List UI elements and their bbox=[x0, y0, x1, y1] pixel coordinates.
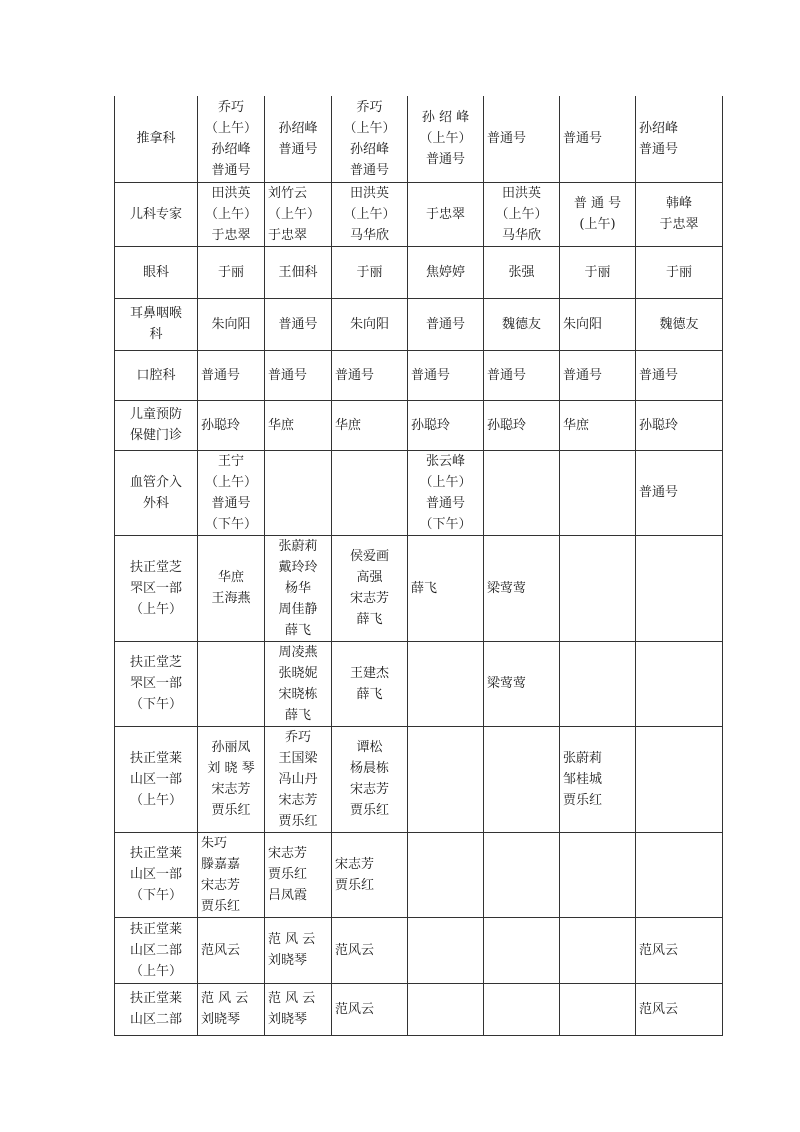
doctor-entry: 普通号 bbox=[278, 141, 318, 157]
doctor-entry: （上午） bbox=[419, 131, 472, 147]
schedule-cell bbox=[265, 350, 332, 400]
schedule-cell bbox=[408, 182, 484, 246]
doctor-entry: 范风云 bbox=[639, 942, 679, 958]
schedule-cell bbox=[198, 96, 265, 182]
doctor-entry: 刘竹云 bbox=[268, 185, 308, 201]
department-cell bbox=[115, 535, 198, 641]
schedule-cell bbox=[408, 832, 484, 917]
schedule-cell bbox=[560, 298, 636, 350]
schedule-cell bbox=[484, 350, 560, 400]
doctor-entry: 乔巧 bbox=[356, 99, 383, 115]
table-row bbox=[115, 450, 723, 535]
table-row bbox=[115, 983, 723, 1035]
doctor-entry: 于忠翠 bbox=[425, 206, 465, 222]
doctor-entry: 戴玲玲 bbox=[278, 559, 318, 575]
schedule-cell bbox=[560, 832, 636, 917]
schedule-cell bbox=[636, 726, 723, 832]
department-label: 山区二部 bbox=[129, 942, 182, 958]
doctor-entry: 焦婷婷 bbox=[425, 264, 465, 280]
schedule-cell bbox=[408, 400, 484, 450]
department-label: （下午） bbox=[129, 697, 182, 712]
schedule-cell bbox=[560, 450, 636, 535]
schedule-cell bbox=[332, 182, 408, 246]
doctor-entry: 贾乐红 bbox=[563, 792, 603, 808]
doctor-entry: 田洪英 bbox=[349, 185, 389, 201]
schedule-cell bbox=[560, 350, 636, 400]
schedule-cell bbox=[636, 246, 723, 298]
schedule-cell bbox=[636, 983, 723, 1035]
doctor-entry: 王建杰 bbox=[349, 665, 389, 681]
doctor-entry: 邹桂城 bbox=[563, 771, 603, 787]
doctor-entry: 薛飞 bbox=[284, 622, 311, 638]
schedule-cell bbox=[198, 400, 265, 450]
schedule-cell bbox=[560, 726, 636, 832]
doctor-entry: 孙 绍 峰 bbox=[421, 110, 470, 126]
doctor-entry: 普通号 bbox=[639, 367, 679, 383]
doctor-entry: 薛飞 bbox=[356, 612, 383, 627]
schedule-cell bbox=[408, 298, 484, 350]
department-label: 耳鼻咽喉 bbox=[129, 306, 182, 321]
doctor-entry: 华庶 bbox=[268, 417, 295, 433]
doctor-entry: 普 通 号 bbox=[573, 196, 622, 211]
schedule-cell bbox=[332, 400, 408, 450]
schedule-cell bbox=[332, 641, 408, 726]
schedule-cell bbox=[408, 917, 484, 983]
table-row bbox=[115, 350, 723, 400]
doctor-entry: 普通号 bbox=[639, 141, 679, 157]
doctor-entry: 滕嘉嘉 bbox=[201, 856, 241, 872]
schedule-cell bbox=[560, 96, 636, 182]
doctor-entry: 刘晓琴 bbox=[268, 953, 308, 968]
schedule-cell bbox=[408, 96, 484, 182]
schedule-cell bbox=[636, 96, 723, 182]
department-cell bbox=[115, 983, 198, 1035]
doctor-entry: 王佃科 bbox=[278, 264, 318, 280]
doctor-entry: （上午） bbox=[495, 206, 548, 222]
schedule-cell bbox=[198, 726, 265, 832]
schedule-cell bbox=[332, 298, 408, 350]
schedule-cell bbox=[265, 182, 332, 246]
doctor-entry: （上午） bbox=[204, 206, 257, 222]
doctor-entry: 普通号 bbox=[425, 152, 465, 168]
schedule-cell bbox=[484, 983, 560, 1035]
department-cell bbox=[115, 400, 198, 450]
doctor-entry: 梁莺莺 bbox=[487, 676, 527, 691]
doctor-entry: 孙绍峰 bbox=[639, 120, 679, 136]
department-cell bbox=[115, 246, 198, 298]
department-cell bbox=[115, 917, 198, 983]
table-row bbox=[115, 917, 723, 983]
doctor-entry: 张云峰 bbox=[425, 453, 465, 469]
table-row bbox=[115, 535, 723, 641]
schedule-cell bbox=[198, 917, 265, 983]
schedule-cell bbox=[408, 535, 484, 641]
doctor-entry: 于丽 bbox=[584, 264, 611, 280]
schedule-cell bbox=[408, 350, 484, 400]
schedule-body bbox=[115, 96, 723, 1035]
doctor-entry: 贾乐红 bbox=[335, 877, 375, 893]
department-label: 罘区一部 bbox=[129, 580, 182, 596]
doctor-entry: 梁莺莺 bbox=[487, 580, 527, 596]
doctor-entry: 普通号 bbox=[563, 367, 603, 383]
schedule-cell bbox=[408, 246, 484, 298]
doctor-entry: 宋志芳 bbox=[201, 877, 241, 893]
doctor-entry: 宋志芳 bbox=[268, 846, 308, 861]
doctor-entry: 孙绍峰 bbox=[211, 141, 251, 157]
doctor-entry: 范 风 云 bbox=[201, 991, 249, 1006]
schedule-cell bbox=[636, 400, 723, 450]
doctor-entry: 刘 晓 琴 bbox=[207, 761, 255, 776]
table-row bbox=[115, 400, 723, 450]
table-row bbox=[115, 298, 723, 350]
department-cell bbox=[115, 450, 198, 535]
schedule-cell bbox=[636, 450, 723, 535]
schedule-cell bbox=[560, 641, 636, 726]
doctor-entry: 华庶 bbox=[217, 570, 244, 585]
schedule-cell bbox=[636, 350, 723, 400]
doctor-entry: 宋志芳 bbox=[278, 792, 318, 808]
doctor-entry: 马华欣 bbox=[349, 227, 389, 243]
doctor-schedule-table bbox=[114, 96, 723, 1036]
doctor-entry: （下午） bbox=[204, 516, 257, 532]
department-label: 眼科 bbox=[142, 264, 169, 280]
schedule-cell bbox=[265, 400, 332, 450]
doctor-entry: 普通号 bbox=[411, 367, 451, 383]
schedule-cell bbox=[265, 450, 332, 535]
schedule-cell bbox=[198, 450, 265, 535]
schedule-cell bbox=[484, 832, 560, 917]
doctor-entry: 普通号 bbox=[349, 162, 389, 178]
schedule-cell bbox=[560, 400, 636, 450]
doctor-entry: 普通号 bbox=[335, 367, 375, 383]
doctor-entry: （上午） bbox=[204, 120, 257, 136]
schedule-cell bbox=[636, 917, 723, 983]
department-cell bbox=[115, 832, 198, 917]
schedule-cell bbox=[484, 298, 560, 350]
schedule-cell bbox=[636, 641, 723, 726]
doctor-entry: 范风云 bbox=[335, 1001, 375, 1017]
doctor-entry: 范 风 云 bbox=[268, 932, 316, 947]
table-row bbox=[115, 182, 723, 246]
doctor-entry: 刘晓琴 bbox=[201, 1012, 241, 1027]
department-label: 山区一部 bbox=[129, 867, 182, 882]
doctor-entry: 周凌燕 bbox=[278, 644, 318, 660]
schedule-cell bbox=[332, 832, 408, 917]
doctor-entry: 周佳静 bbox=[278, 601, 318, 617]
department-label: （上午） bbox=[129, 601, 182, 617]
doctor-entry: 侯爱画 bbox=[349, 549, 389, 564]
doctor-entry: （上午） bbox=[343, 206, 396, 222]
schedule-cell bbox=[560, 246, 636, 298]
schedule-cell bbox=[265, 832, 332, 917]
department-cell bbox=[115, 350, 198, 400]
doctor-entry: 范风云 bbox=[201, 942, 241, 958]
schedule-cell bbox=[265, 535, 332, 641]
department-label: 扶正堂莱 bbox=[129, 991, 182, 1006]
doctor-entry: 谭松 bbox=[356, 740, 383, 755]
schedule-cell bbox=[198, 246, 265, 298]
doctor-entry: （上午） bbox=[343, 120, 396, 136]
department-label: 罘区一部 bbox=[129, 676, 182, 691]
department-label: 儿科专家 bbox=[129, 206, 182, 222]
schedule-cell bbox=[265, 983, 332, 1035]
schedule-cell bbox=[560, 535, 636, 641]
doctor-entry: 薛飞 bbox=[356, 686, 383, 702]
doctor-entry: 普通号 bbox=[639, 485, 679, 500]
doctor-entry: 范风云 bbox=[335, 942, 375, 958]
doctor-entry: 普通号 bbox=[278, 316, 318, 332]
schedule-cell bbox=[265, 246, 332, 298]
doctor-entry: （上午） bbox=[268, 206, 321, 222]
doctor-entry: 于忠翠 bbox=[659, 217, 699, 232]
schedule-cell bbox=[408, 641, 484, 726]
doctor-entry: 普通号 bbox=[211, 162, 251, 178]
department-cell bbox=[115, 182, 198, 246]
schedule-cell bbox=[636, 535, 723, 641]
doctor-entry: 于丽 bbox=[356, 264, 383, 280]
schedule-cell bbox=[198, 535, 265, 641]
doctor-entry: 普通号 bbox=[563, 131, 603, 147]
doctor-entry: 冯山丹 bbox=[278, 771, 318, 787]
doctor-entry: 贾乐红 bbox=[211, 803, 251, 818]
doctor-entry: 朱向阳 bbox=[349, 316, 389, 332]
doctor-entry: 张强 bbox=[508, 264, 535, 280]
schedule-cell bbox=[265, 917, 332, 983]
doctor-entry: 朱向阳 bbox=[211, 316, 251, 332]
doctor-entry: (上午) bbox=[579, 217, 616, 232]
schedule-cell bbox=[198, 641, 265, 726]
schedule-cell bbox=[408, 983, 484, 1035]
schedule-cell bbox=[636, 298, 723, 350]
schedule-cell bbox=[265, 726, 332, 832]
doctor-entry: （上午） bbox=[204, 474, 257, 490]
department-cell bbox=[115, 298, 198, 350]
doctor-entry: 高强 bbox=[356, 570, 383, 585]
doctor-entry: 普通号 bbox=[268, 367, 308, 383]
schedule-cell bbox=[198, 350, 265, 400]
table-row bbox=[115, 726, 723, 832]
department-label: 血管介入 bbox=[129, 474, 182, 490]
doctor-entry: 孙聪玲 bbox=[411, 417, 451, 433]
department-cell bbox=[115, 96, 198, 182]
doctor-entry: 王海燕 bbox=[211, 591, 251, 606]
doctor-entry: 张晓妮 bbox=[278, 665, 318, 681]
department-label: 口腔科 bbox=[136, 367, 176, 383]
schedule-cell bbox=[332, 450, 408, 535]
schedule-cell bbox=[408, 726, 484, 832]
department-label: 山区二部 bbox=[129, 1012, 182, 1027]
doctor-entry: 张蔚莉 bbox=[278, 538, 318, 554]
doctor-entry: 普通号 bbox=[487, 367, 527, 383]
department-label: 科 bbox=[149, 327, 163, 342]
schedule-cell bbox=[484, 246, 560, 298]
schedule-cell bbox=[265, 641, 332, 726]
table-row bbox=[115, 246, 723, 298]
schedule-cell bbox=[198, 832, 265, 917]
doctor-entry: 刘晓琴 bbox=[268, 1012, 308, 1027]
schedule-cell bbox=[636, 182, 723, 246]
doctor-entry: 普通号 bbox=[487, 131, 527, 147]
schedule-cell bbox=[636, 832, 723, 917]
schedule-cell bbox=[332, 917, 408, 983]
department-label: 扶正堂莱 bbox=[129, 846, 182, 861]
doctor-entry: 魏德友 bbox=[659, 316, 699, 332]
schedule-cell bbox=[484, 726, 560, 832]
department-label: 保健门诊 bbox=[129, 428, 182, 443]
doctor-entry: 孙绍峰 bbox=[278, 120, 318, 136]
doctor-entry: 韩峰 bbox=[665, 196, 692, 211]
department-label: 扶正堂莱 bbox=[129, 750, 182, 766]
schedule-cell bbox=[560, 917, 636, 983]
doctor-entry: 普通号 bbox=[201, 367, 241, 383]
doctor-entry: 田洪英 bbox=[501, 185, 541, 201]
doctor-entry: 贾乐红 bbox=[349, 803, 389, 818]
department-label: 山区一部 bbox=[129, 771, 182, 787]
doctor-entry: 宋志芳 bbox=[211, 782, 251, 797]
schedule-cell bbox=[198, 983, 265, 1035]
schedule-cell bbox=[198, 298, 265, 350]
schedule-cell bbox=[484, 182, 560, 246]
doctor-entry: 乔巧 bbox=[217, 99, 244, 115]
doctor-entry: 贾乐红 bbox=[278, 813, 318, 829]
doctor-entry: 孙丽凤 bbox=[211, 740, 251, 755]
department-label: （上午） bbox=[129, 792, 182, 808]
doctor-entry: 孙聪玲 bbox=[487, 417, 527, 433]
doctor-entry: 范风云 bbox=[639, 1001, 679, 1017]
doctor-entry: 孙聪玲 bbox=[201, 417, 241, 433]
department-label: 外科 bbox=[142, 495, 169, 511]
doctor-entry: 朱向阳 bbox=[563, 316, 603, 332]
schedule-cell bbox=[484, 535, 560, 641]
schedule-cell bbox=[560, 983, 636, 1035]
doctor-entry: 乔巧 bbox=[284, 729, 311, 745]
doctor-entry: 于忠翠 bbox=[211, 227, 251, 243]
schedule-cell bbox=[332, 535, 408, 641]
doctor-entry: 普通号 bbox=[211, 495, 251, 511]
schedule-cell bbox=[332, 983, 408, 1035]
doctor-entry: 薛飞 bbox=[284, 707, 311, 723]
doctor-entry: 杨华 bbox=[284, 580, 311, 596]
doctor-entry: （上午） bbox=[419, 474, 472, 490]
doctor-entry: 贾乐红 bbox=[201, 898, 241, 914]
schedule-cell bbox=[332, 246, 408, 298]
doctor-entry: 于忠翠 bbox=[268, 227, 308, 243]
doctor-entry: 宋志芳 bbox=[349, 591, 389, 606]
doctor-entry: 宋志芳 bbox=[335, 856, 375, 872]
department-cell bbox=[115, 641, 198, 726]
department-label: 扶正堂芝 bbox=[129, 559, 182, 575]
schedule-cell bbox=[560, 182, 636, 246]
schedule-cell bbox=[484, 450, 560, 535]
doctor-entry: 孙聪玲 bbox=[639, 417, 679, 433]
schedule-cell bbox=[484, 96, 560, 182]
doctor-entry: 普通号 bbox=[425, 495, 465, 511]
doctor-entry: 朱巧 bbox=[201, 835, 228, 851]
doctor-entry: 贾乐红 bbox=[268, 867, 308, 882]
table-row bbox=[115, 641, 723, 726]
department-label: 扶正堂芝 bbox=[129, 655, 182, 670]
doctor-entry: 马华欣 bbox=[501, 227, 541, 243]
schedule-cell bbox=[198, 182, 265, 246]
table-row bbox=[115, 832, 723, 917]
doctor-entry: 华庶 bbox=[335, 417, 362, 433]
doctor-entry: （下午） bbox=[419, 516, 472, 532]
schedule-cell bbox=[332, 350, 408, 400]
schedule-cell bbox=[484, 641, 560, 726]
schedule-cell bbox=[408, 450, 484, 535]
doctor-entry: 宋志芳 bbox=[349, 782, 389, 797]
doctor-entry: 宋晓栋 bbox=[278, 686, 318, 702]
department-cell bbox=[115, 726, 198, 832]
doctor-entry: 王宁 bbox=[217, 453, 244, 469]
doctor-entry: 范 风 云 bbox=[268, 991, 316, 1006]
doctor-entry: 田洪英 bbox=[211, 185, 251, 201]
doctor-entry: 于丽 bbox=[665, 264, 692, 280]
schedule-cell bbox=[265, 298, 332, 350]
doctor-entry: 魏德友 bbox=[501, 316, 541, 332]
doctor-entry: 杨晨栋 bbox=[349, 761, 389, 776]
schedule-cell bbox=[484, 400, 560, 450]
doctor-entry: 薛飞 bbox=[411, 580, 438, 596]
schedule-cell bbox=[332, 96, 408, 182]
department-label: 儿童预防 bbox=[129, 407, 182, 422]
schedule-cell bbox=[484, 917, 560, 983]
table-row bbox=[115, 96, 723, 182]
schedule-cell bbox=[265, 96, 332, 182]
doctor-entry: 华庶 bbox=[563, 417, 590, 433]
schedule-cell bbox=[332, 726, 408, 832]
doctor-entry: 王国梁 bbox=[278, 750, 318, 766]
doctor-entry: 于丽 bbox=[217, 264, 244, 280]
department-label: 扶正堂莱 bbox=[129, 921, 182, 937]
doctor-entry: 孙绍峰 bbox=[349, 141, 389, 157]
department-label: 推拿科 bbox=[136, 131, 176, 147]
doctor-entry: 普通号 bbox=[425, 316, 465, 332]
doctor-entry: 张蔚莉 bbox=[563, 750, 603, 766]
department-label: （下午） bbox=[129, 888, 182, 903]
department-label: （上午） bbox=[129, 963, 182, 979]
doctor-entry: 吕凤霞 bbox=[268, 888, 308, 903]
